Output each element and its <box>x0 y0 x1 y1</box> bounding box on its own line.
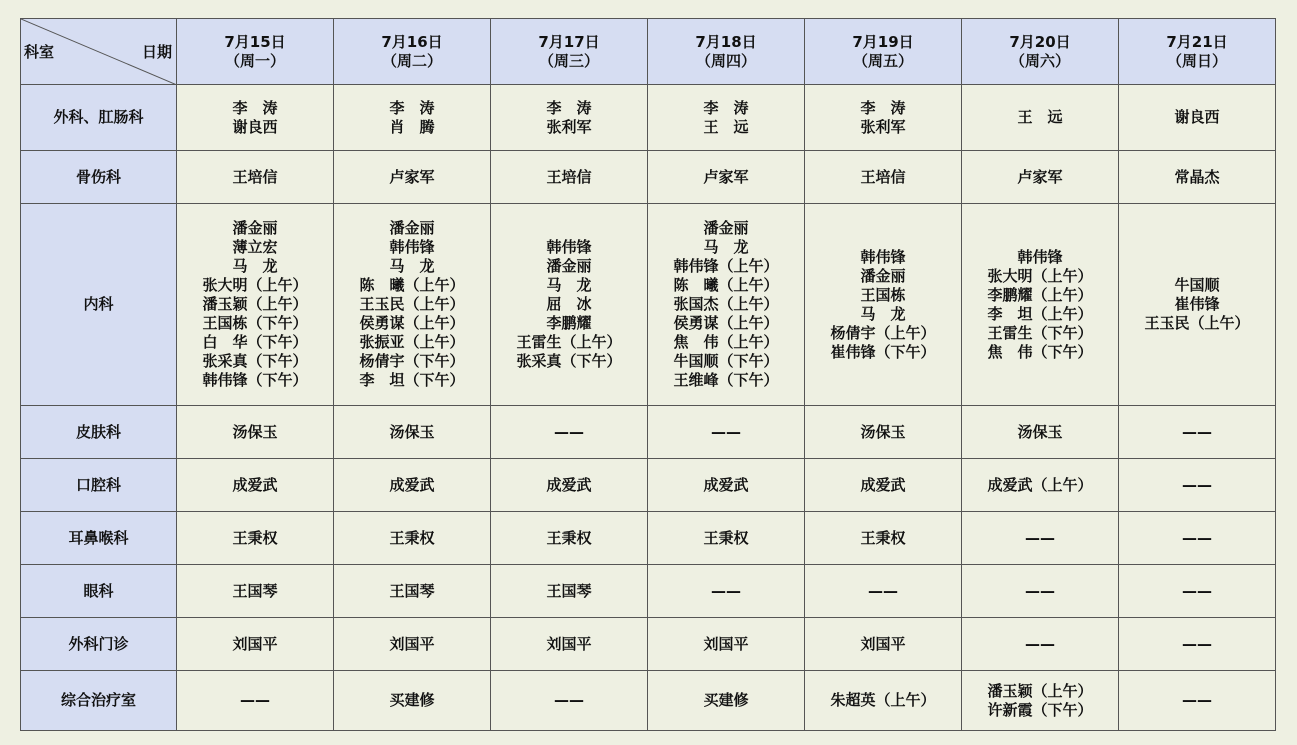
doctor-name: 王 远 <box>703 117 749 136</box>
doctor-name: 韩伟锋 <box>1017 247 1063 266</box>
day-date: 7月19日 <box>852 32 914 51</box>
doctor-name: 陈 曦（上午） <box>673 276 779 294</box>
doctor-name: 王秉权 <box>860 528 906 547</box>
doctor-name: 王国栋（下午） <box>202 314 308 332</box>
doctor-name: 韩伟锋（上午） <box>673 257 779 275</box>
duty-cell <box>648 406 805 459</box>
doctor-name: 王雷生（上午） <box>516 333 622 351</box>
doctor-name: 李 坦（上午） <box>987 304 1093 323</box>
duty-cell <box>648 151 805 204</box>
duty-cell <box>648 204 805 406</box>
day-header <box>177 19 334 85</box>
doctor-name: 李鹏耀（上午） <box>987 285 1093 304</box>
doctor-name: —— <box>240 691 270 709</box>
doctor-name: 刘国平 <box>389 634 435 653</box>
doctor-name: 杨倩宇（下午） <box>359 352 465 370</box>
day-date: 7月16日 <box>381 32 443 51</box>
doctor-name: —— <box>1182 691 1212 709</box>
doctor-name: 侯勇谋（上午） <box>359 314 465 332</box>
doctor-name: 马 龙 <box>232 257 278 275</box>
duty-cell <box>805 151 962 204</box>
duty-cell <box>648 671 805 731</box>
doctor-name: 王国琴 <box>232 581 278 600</box>
doctor-name: 谢良西 <box>1174 108 1220 126</box>
doctor-name: —— <box>554 422 584 441</box>
row-axis-label: 科室 <box>24 43 55 61</box>
table-row <box>21 85 1276 151</box>
duty-cell <box>177 512 334 565</box>
doctor-name: 张大明（上午） <box>202 276 308 294</box>
doctor-name: 白 华（下午） <box>202 333 308 351</box>
duty-cell <box>177 204 334 406</box>
doctor-name: 张振亚（上午） <box>359 333 465 351</box>
doctor-name: 成爱武 <box>860 475 906 494</box>
doctor-name: —— <box>711 422 741 441</box>
doctor-name: 卢家军 <box>703 167 749 186</box>
duty-cell <box>1119 618 1276 671</box>
doctor-name: 潘玉颖（上午） <box>202 295 308 313</box>
duty-cell <box>962 618 1119 671</box>
duty-cell <box>1119 512 1276 565</box>
duty-cell <box>962 151 1119 204</box>
doctor-name: 成爱武（上午） <box>987 475 1093 494</box>
duty-cell <box>491 151 648 204</box>
doctor-name: —— <box>868 581 898 600</box>
day-weekday: （周五） <box>852 51 913 70</box>
doctor-name: 朱超英（上午） <box>830 691 936 709</box>
doctor-name: 李鹏耀 <box>546 314 592 332</box>
doctor-name: 谢良西 <box>232 117 278 136</box>
doctor-name: 张利军 <box>546 117 592 136</box>
duty-cell <box>334 406 491 459</box>
day-header <box>805 19 962 85</box>
duty-cell <box>1119 671 1276 731</box>
duty-cell <box>177 406 334 459</box>
duty-cell <box>805 671 962 731</box>
duty-cell <box>334 459 491 512</box>
duty-cell <box>648 85 805 151</box>
table-row <box>21 151 1276 204</box>
duty-cell <box>962 406 1119 459</box>
doctor-name: 崔伟锋 <box>1174 295 1220 313</box>
doctor-name: 焦 伟（上午） <box>673 333 779 351</box>
doctor-name: 陈 曦（上午） <box>359 276 465 294</box>
doctor-name: 王培信 <box>232 167 278 186</box>
doctor-name: 王 远 <box>1017 108 1063 126</box>
table-row <box>21 512 1276 565</box>
doctor-name: 常晶杰 <box>1174 167 1220 186</box>
duty-cell <box>805 512 962 565</box>
duty-cell <box>491 459 648 512</box>
doctor-name: 屈 冰 <box>546 295 592 313</box>
table-row <box>21 406 1276 459</box>
doctor-name: 王培信 <box>546 167 592 186</box>
doctor-name: 王维峰（下午） <box>673 371 779 389</box>
doctor-name: 汤保玉 <box>1017 422 1063 441</box>
duty-cell <box>648 565 805 618</box>
doctor-name: 韩伟锋 <box>860 247 906 266</box>
doctor-name: 侯勇谋（上午） <box>673 314 779 332</box>
duty-cell <box>491 406 648 459</box>
doctor-name: 刘国平 <box>546 634 592 653</box>
duty-cell <box>491 512 648 565</box>
doctor-name: 张采真（下午） <box>516 352 622 370</box>
duty-cell <box>491 671 648 731</box>
dept-name-cell: 口腔科 <box>21 459 177 512</box>
table-row <box>21 618 1276 671</box>
doctor-name: —— <box>1025 528 1055 547</box>
doctor-name: 刘国平 <box>703 634 749 653</box>
doctor-name: 王秉权 <box>703 528 749 547</box>
duty-cell <box>962 671 1119 731</box>
doctor-name: 王秉权 <box>389 528 435 547</box>
doctor-name: 潘玉颖（上午） <box>987 681 1093 700</box>
doctor-name: 李 涛 <box>232 98 278 117</box>
doctor-name: 王秉权 <box>232 528 278 547</box>
doctor-name: —— <box>554 691 584 709</box>
doctor-name: 韩伟锋（下午） <box>202 371 308 389</box>
day-header <box>962 19 1119 85</box>
duty-cell <box>1119 151 1276 204</box>
duty-cell <box>805 459 962 512</box>
table-row <box>21 671 1276 731</box>
schedule-body <box>21 85 1276 731</box>
duty-cell <box>1119 459 1276 512</box>
table-row <box>21 459 1276 512</box>
doctor-name: 成爱武 <box>546 475 592 494</box>
doctor-name: 汤保玉 <box>232 422 278 441</box>
duty-cell <box>962 459 1119 512</box>
doctor-name: 刘国平 <box>232 634 278 653</box>
doctor-name: 杨倩宇（上午） <box>830 323 936 342</box>
day-weekday: （周六） <box>1009 51 1070 70</box>
doctor-name: 王国琴 <box>389 581 435 600</box>
day-header <box>334 19 491 85</box>
doctor-name: —— <box>1025 634 1055 653</box>
doctor-name: 刘国平 <box>860 634 906 653</box>
day-weekday: （周四） <box>695 51 756 70</box>
day-date: 7月17日 <box>538 32 600 51</box>
duty-cell <box>334 151 491 204</box>
doctor-name: 王玉民（上午） <box>1144 314 1250 332</box>
duty-cell <box>805 565 962 618</box>
duty-cell <box>805 85 962 151</box>
table-row <box>21 204 1276 406</box>
duty-cell <box>962 512 1119 565</box>
dept-name-cell: 骨伤科 <box>21 151 177 204</box>
duty-cell <box>805 204 962 406</box>
day-date: 7月21日 <box>1166 32 1228 51</box>
duty-cell <box>177 85 334 151</box>
doctor-name: —— <box>1182 422 1212 441</box>
doctor-name: 马 龙 <box>703 238 749 256</box>
dept-name-cell: 内科 <box>21 204 177 406</box>
doctor-name: —— <box>1182 475 1212 494</box>
duty-cell <box>334 618 491 671</box>
duty-cell <box>334 204 491 406</box>
doctor-name: 王培信 <box>860 167 906 186</box>
dept-name-cell: 耳鼻喉科 <box>21 512 177 565</box>
doctor-name: 张大明（上午） <box>987 266 1093 285</box>
duty-cell <box>648 618 805 671</box>
duty-cell <box>491 618 648 671</box>
doctor-name: 张利军 <box>860 117 906 136</box>
doctor-name: 李 涛 <box>389 98 435 117</box>
doctor-name: 许新霞（下午） <box>987 700 1093 719</box>
duty-cell <box>1119 85 1276 151</box>
doctor-name: 李 涛 <box>546 98 592 117</box>
doctor-name: 牛国顺 <box>1174 276 1220 294</box>
duty-cell <box>177 671 334 731</box>
dept-name-cell: 眼科 <box>21 565 177 618</box>
duty-cell <box>805 618 962 671</box>
doctor-name: 马 龙 <box>860 304 906 323</box>
doctor-name: 汤保玉 <box>389 422 435 441</box>
day-date: 7月18日 <box>695 32 757 51</box>
duty-cell <box>491 565 648 618</box>
doctor-name: 肖 腾 <box>389 117 435 136</box>
duty-cell <box>177 565 334 618</box>
doctor-name: 卢家军 <box>1017 167 1063 186</box>
day-weekday: （周一） <box>224 51 285 70</box>
doctor-name: 焦 伟（下午） <box>987 342 1093 361</box>
duty-schedule-table <box>20 18 1276 731</box>
doctor-name: 王秉权 <box>546 528 592 547</box>
duty-cell <box>334 671 491 731</box>
doctor-name: 潘金丽 <box>703 219 749 237</box>
duty-cell <box>491 204 648 406</box>
doctor-name: 汤保玉 <box>860 422 906 441</box>
doctor-name: 王雷生（下午） <box>987 323 1093 342</box>
doctor-name: 买建修 <box>703 691 749 709</box>
doctor-name: 李 涛 <box>703 98 749 117</box>
doctor-name: 韩伟锋 <box>546 238 592 256</box>
duty-cell <box>177 459 334 512</box>
duty-cell <box>648 459 805 512</box>
duty-cell <box>1119 204 1276 406</box>
doctor-name: —— <box>1182 528 1212 547</box>
dept-name-cell: 综合治疗室 <box>21 671 177 731</box>
day-header <box>1119 19 1276 85</box>
doctor-name: —— <box>1025 581 1055 600</box>
doctor-name: 崔伟锋（下午） <box>830 342 936 361</box>
duty-cell <box>962 85 1119 151</box>
doctor-name: 韩伟锋 <box>389 238 435 256</box>
doctor-name: —— <box>1182 634 1212 653</box>
duty-cell <box>805 406 962 459</box>
doctor-name: 王玉民（上午） <box>359 295 465 313</box>
dept-name-cell: 皮肤科 <box>21 406 177 459</box>
doctor-name: 潘金丽 <box>546 257 592 275</box>
day-header <box>648 19 805 85</box>
duty-cell <box>962 204 1119 406</box>
duty-cell <box>962 565 1119 618</box>
doctor-name: 张采真（下午） <box>202 352 308 370</box>
doctor-name: 张国杰（上午） <box>673 295 779 313</box>
doctor-name: 成爱武 <box>703 475 749 494</box>
duty-cell <box>491 85 648 151</box>
corner-cell <box>21 19 177 85</box>
duty-cell <box>334 85 491 151</box>
doctor-name: 李 坦（下午） <box>359 371 465 389</box>
header-row <box>21 19 1276 85</box>
doctor-name: 马 龙 <box>546 276 592 294</box>
duty-cell <box>177 151 334 204</box>
doctor-name: 王国琴 <box>546 581 592 600</box>
duty-cell <box>1119 565 1276 618</box>
day-weekday: （周二） <box>381 51 442 70</box>
doctor-name: —— <box>711 581 741 600</box>
day-date: 7月20日 <box>1009 32 1071 51</box>
doctor-name: 潘金丽 <box>232 219 278 237</box>
day-weekday: （周三） <box>538 51 599 70</box>
day-weekday: （周日） <box>1166 51 1227 70</box>
doctor-name: —— <box>1182 581 1212 600</box>
doctor-name: 潘金丽 <box>389 219 435 237</box>
day-date: 7月15日 <box>224 32 286 51</box>
col-axis-label: 日期 <box>141 43 172 61</box>
doctor-name: 牛国顺（下午） <box>673 352 779 370</box>
duty-cell <box>334 565 491 618</box>
doctor-name: 薄立宏 <box>232 238 278 256</box>
duty-cell <box>648 512 805 565</box>
dept-name-cell: 外科门诊 <box>21 618 177 671</box>
doctor-name: 买建修 <box>389 691 435 709</box>
doctor-name: 潘金丽 <box>860 266 906 285</box>
doctor-name: 马 龙 <box>389 257 435 275</box>
doctor-name: 王国栋 <box>860 285 906 304</box>
dept-name-cell: 外科、肛肠科 <box>21 85 177 151</box>
doctor-name: 卢家军 <box>389 167 435 186</box>
table-row <box>21 565 1276 618</box>
doctor-name: 成爱武 <box>232 475 278 494</box>
duty-cell <box>1119 406 1276 459</box>
doctor-name: 李 涛 <box>860 98 906 117</box>
duty-cell <box>334 512 491 565</box>
duty-cell <box>177 618 334 671</box>
doctor-name: 成爱武 <box>389 475 435 494</box>
day-header <box>491 19 648 85</box>
